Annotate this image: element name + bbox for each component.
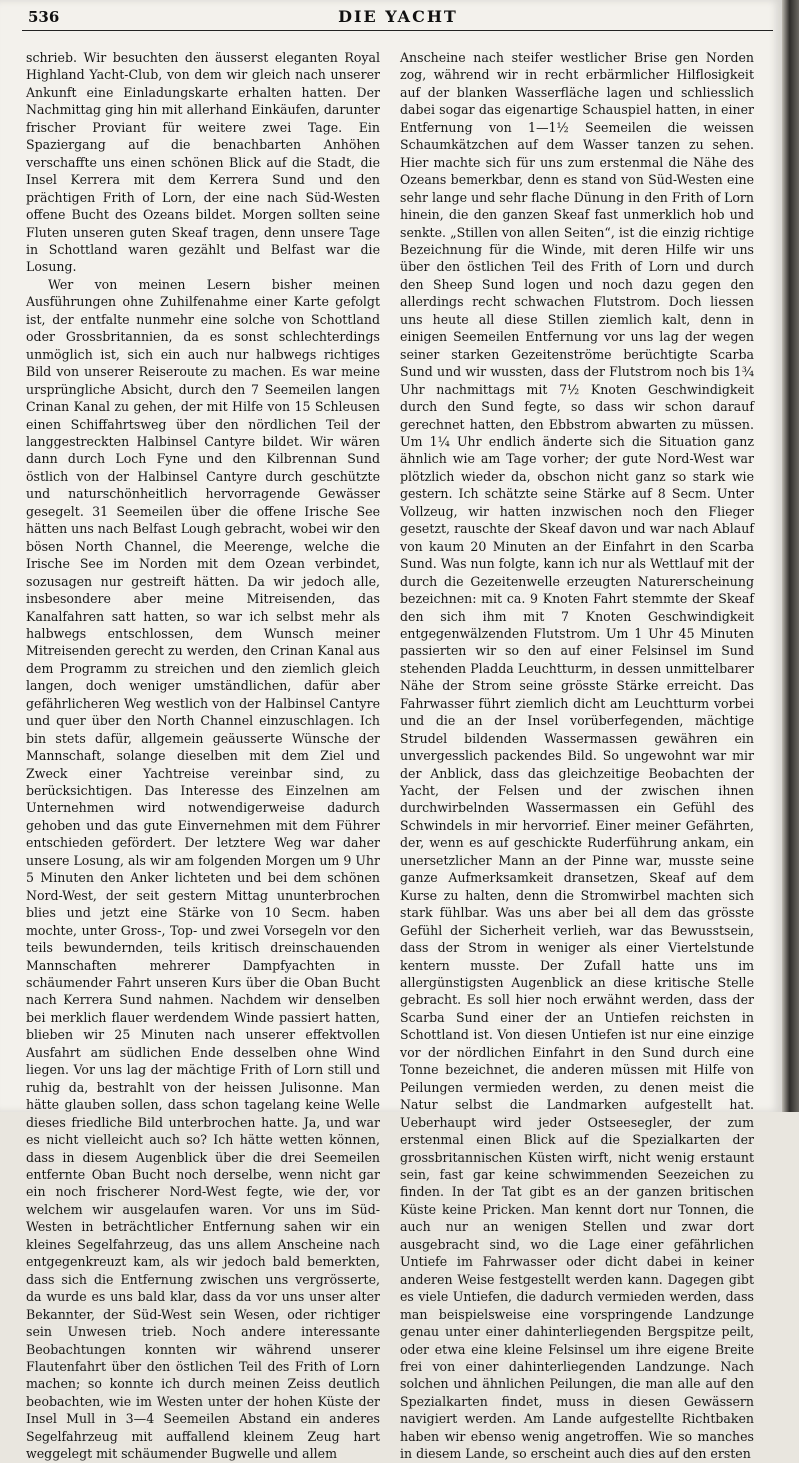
left-column <box>26 49 380 1463</box>
page-header <box>18 7 778 29</box>
paragraph: Wer von meinen Lesern bisher meinen Ausführungen ohne Zuhilfenahme einer Karte gefolgt ist, der entfalte nunmehr eine solche von Schottland oder Grossbritannien, da es sonst schlechterdings unmöglich ist, sich ein auch nur halbwegs richtiges Bild von unserer Reiseroute zu machen. Es war meine ursprüngliche Absicht, durch den 7 Seemeilen langen Crinan Kanal zu gehen, der mit Hilfe von 15 Schleusen einen Schiffahrtsweg über den nördlichen Teil der langgestreckten Halbinsel Cantyre bildet. Wir wären dann durch Loch Fyne und den Kilbrennan Sund östlich von der Halbinsel Cantyre durch geschützte und naturschönheitlich hervorragende Gewässer gesegelt. 31 Seemeilen über die offene Irische See hätten uns nach Belfast Lough gebracht, wobei wir den bösen North Channel, die Meerenge, welche die Irische See im Norden mit dem Ozean verbindet, sozusagen nur gestreift hätten. Da wir jedoch alle, insbesondere aber meine Mitreisenden, das Kanalfahren satt hatten, so war ich selbst mehr als halbwegs entschlossen, dem Wunsch meiner Mitreisenden gerecht zu werden, den Crinan Kanal aus dem Programm zu streichen und den ziemlich gleich langen, doch weniger umständlichen, dafür aber gefährlicheren Weg westlich von der Halbinsel Cantyre und quer über den North Channel einzuschlagen. Ich bin stets dafür, allgemein geäusserte Wünsche der Mannschaft, solange dieselben mit dem Ziel und Zweck einer Yachtreise vereinbar sind, zu berücksichtigen. Das Interesse des Einzelnen am Unternehmen wird notwendigerweise dadurch gehoben und das gute Einvernehmen mit dem Führer entschieden gefördert. Der letztere Weg war daher unsere Losung, als wir am folgenden Morgen um 9 Uhr 5 Minuten den Anker lichteten und bei dem schönen Nord-West, der seit gestern Mittag ununterbrochen blies und jetzt eine Stärke von 10 Secm. haben mochte, unter Gross-, Top- und zwei Vorsegeln vor den teils bewundernden, teils kritisch dreinschauenden Mannschaften mehrerer Dampfyachten in schäumender Fahrt unseren Kurs über die Oban Bucht nach Kerrera Sund nahmen. Nachdem wir denselben bei merklich flauer werdendem Winde passiert hatten, blieben wir 25 Minuten nach unserer effektvollen Ausfahrt am südlichen Ende desselben ohne Wind liegen. Vor uns lag der mächtige Frith of Lorn still und ruhig da, bestrahlt von der heissen Julisonne. Man hätte glauben sollen, dass schon tagelang keine Welle dieses friedliche Bild unterbrochen hatte. Ja, und war es nicht vielleicht auch so? Ich hätte wetten können, dass in diesem Augenblick über die drei Seemeilen entfernte Oban Bucht noch derselbe, wenn nicht gar ein noch frischerer Nord-West fegte, wie der, vor welchem wir ausgelaufen waren. Vor uns im Süd-Westen in beträchtlicher Entfernung sahen wir ein kleines Segelfahrzeug, das uns allem Anscheine nach entgegenkreuzt kam, als wir jedoch bald bemerkten, dass sich die Entfernung zwischen uns vergrösserte, da wurde es uns bald klar, dass da vor uns unser alter Bekannter, der Süd-West sein Wesen, oder richtiger sein Unwesen trieb. Noch andere interessante Beobachtungen konnten wir während unserer Flautenfahrt über den östlichen Teil des Frith of Lorn machen; so konnte ich durch meinen Zeiss deutlich beobachten, wie im Westen unter der hohen Küste der Insel Mull in 3—4 Seemeilen Abstand ein anderes Segelfahrzeug mit auffallend kleinem Zeug hart weggelegt mit schäumender Bugwelle und allem <box>26 276 380 1462</box>
running-title: DIE YACHT <box>338 7 458 26</box>
article-body <box>22 39 776 1462</box>
page-number: 536 <box>28 8 60 26</box>
paragraph: schrieb. Wir besuchten den äusserst eleganten Royal Highland Yacht-Club, von dem wir gleich nach unserer Ankunft eine Einladungskarte erhalten hatten. Der Nachmittag ging hin mit allerhand Einkäufen, darunter frischer Proviant für weitere zwei Tage. Ein Spaziergang auf die benachbarten Anhöhen verschaffte uns einen schönen Blick auf die Stadt, die Insel Kerrera mit dem Kerrera Sund und den prächtigen Frith of Lorn, der eine nach Süd-Westen offene Bucht des Ozeans bildet. Morgen sollten seine Fluten unseren guten Skeaf tragen, denn unsere Tage in Schottland waren gezählt und Belfast war die Losung. <box>26 50 380 275</box>
right-column <box>400 49 754 1463</box>
binding-edge <box>782 0 799 1112</box>
header-rule <box>22 30 773 31</box>
paragraph: Anscheine nach steifer westlicher Brise gen Norden zog, während wir in recht erbärmlicher Hilflosigkeit auf der blanken Wasserfläche lagen und schliesslich dabei sogar das eigenartige Schauspiel hatten, in einer Entfernung von 1—1½ Seemeilen die weissen Schaumkätzchen auf dem Wasser tanzen zu sehen. Hier machte sich für uns zum erstenmal die Nähe des Ozeans bemerkbar, denn es stand von Süd-Westen eine sehr lange und sehr flache Dünung in den Frith of Lorn hinein, die den ganzen Skeaf fast unmerklich hob und senkte. „Stillen von allen Seiten“, ist die einzig richtige Bezeichnung für die Winde, mit deren Hilfe wir uns über den östlichen Teil des Frith of Lorn und durch den Sheep Sund logen und noch dazu gegen den allerdings recht schwachen Flutstrom. Doch liessen uns heute all diese Stillen ziemlich kalt, denn in einigen Seemeilen Entfernung vor uns lag der wegen seiner starken Gezeitenströme berüchtigte Scarba Sund und wir wussten, dass der Flutstrom noch bis 1¾ Uhr nachmittags mit 7½ Knoten Geschwindigkeit durch den Sund fegte, so dass wir schon darauf gerechnet hatten, den Ebbstrom abwarten zu müssen. Um 1¼ Uhr endlich änderte sich die Situation ganz ähnlich wie am Tage vorher; der gute Nord-West war plötzlich wieder da, obschon nicht ganz so stark wie gestern. Ich schätzte seine Stärke auf 8 Secm. Unter Vollzeug, wir hatten inzwischen noch den Flieger gesetzt, rauschte der Skeaf davon und war nach Ablauf von kaum 20 Minuten an der Einfahrt in den Scarba Sund. Was nun folgte, kann ich nur als Wettlauf mit der durch die Gezeitenwelle erzeugten Naturerscheinung bezeichnen: mit ca. 9 Knoten Fahrt stemmte der Skeaf den sich ihm mit 7 Knoten Geschwindigkeit entgegenwälzenden Flutstrom. Um 1 Uhr 45 Minuten passierten wir so den auf einer Felsinsel im Sund stehenden Pladda Leuchtturm, in dessen unmittelbarer Nähe der Strom seine grösste Stärke erreicht. Das Fahrwasser führt ziemlich dicht am Leuchtturm vorbei und die an der Insel vorüberfegenden, mächtige Strudel bildenden Wassermassen gewähren ein unvergesslich packendes Bild. So ungewohnt war mir der Anblick, dass das gleichzeitige Beobachten der Yacht, der Felsen und der zwischen ihnen durchwirbelnden Wassermassen ein Gefühl des Schwindels in mir hervorrief. Einer meiner Gefährten, der, wenn es auf geschickte Ruderführung ankam, ein unersetzlicher Mann an der Pinne war, musste seine ganze Aufmerksamkeit dransetzen, Skeaf auf dem Kurse zu halten, denn die Stromwirbel machten sich stark fühlbar. Was uns aber bei all dem das grösste Gefühl der Sicherheit verlieh, war das Bewusstsein, dass der Strom in weniger als einer Viertelstunde kentern musste. Der Zufall hatte uns im allergünstigsten Augenblick an diese kritische Stelle gebracht. Es soll hier noch erwähnt werden, dass der Scarba Sund einer der an Untiefen reichsten in Schottland ist. Von diesen Untiefen ist nur eine einzige vor der nördlichen Einfahrt in den Sund durch eine Tonne bezeichnet, die anderen müssen mit Hilfe von Peilungen vermieden werden, zu denen meist die Natur selbst die Landmarken aufgestellt hat. Ueberhaupt wird jeder Ostseesegler, der zum erstenmal einen Blick auf die Spezialkarten der grossbritannischen Küsten wirft, nicht wenig erstaunt sein, fast gar keine schwimmenden Seezeichen zu finden. In der Tat gibt es an der ganzen britischen Küste keine Pricken. Man kennt dort nur Tonnen, die auch nur an wenigen Stellen und zwar dort ausgebracht sind, wo die Lage einer gefährlichen Untiefe im Fahrwasser oder dicht dabei in keiner anderen Weise festgestellt werden kann. Dagegen gibt es viele Untiefen, die dadurch vermieden werden, dass man beispielsweise eine vorspringende Landzunge genau unter einer dahinterliegenden Bergspitze peilt, oder etwa eine kleine Felsinsel um ihre eigene Breite frei von einer dahinterliegenden Landzunge. Nach solchen und ähnlichen Peilungen, die man alle auf den Spezialkarten findet, muss in diesen Gewässern navigiert werden. Am Lande aufgestellte Richtbaken haben wir ebenso wenig angetroffen. Wie so manches in diesem Lande, so erscheint auch dies auf den ersten <box>400 50 754 1462</box>
